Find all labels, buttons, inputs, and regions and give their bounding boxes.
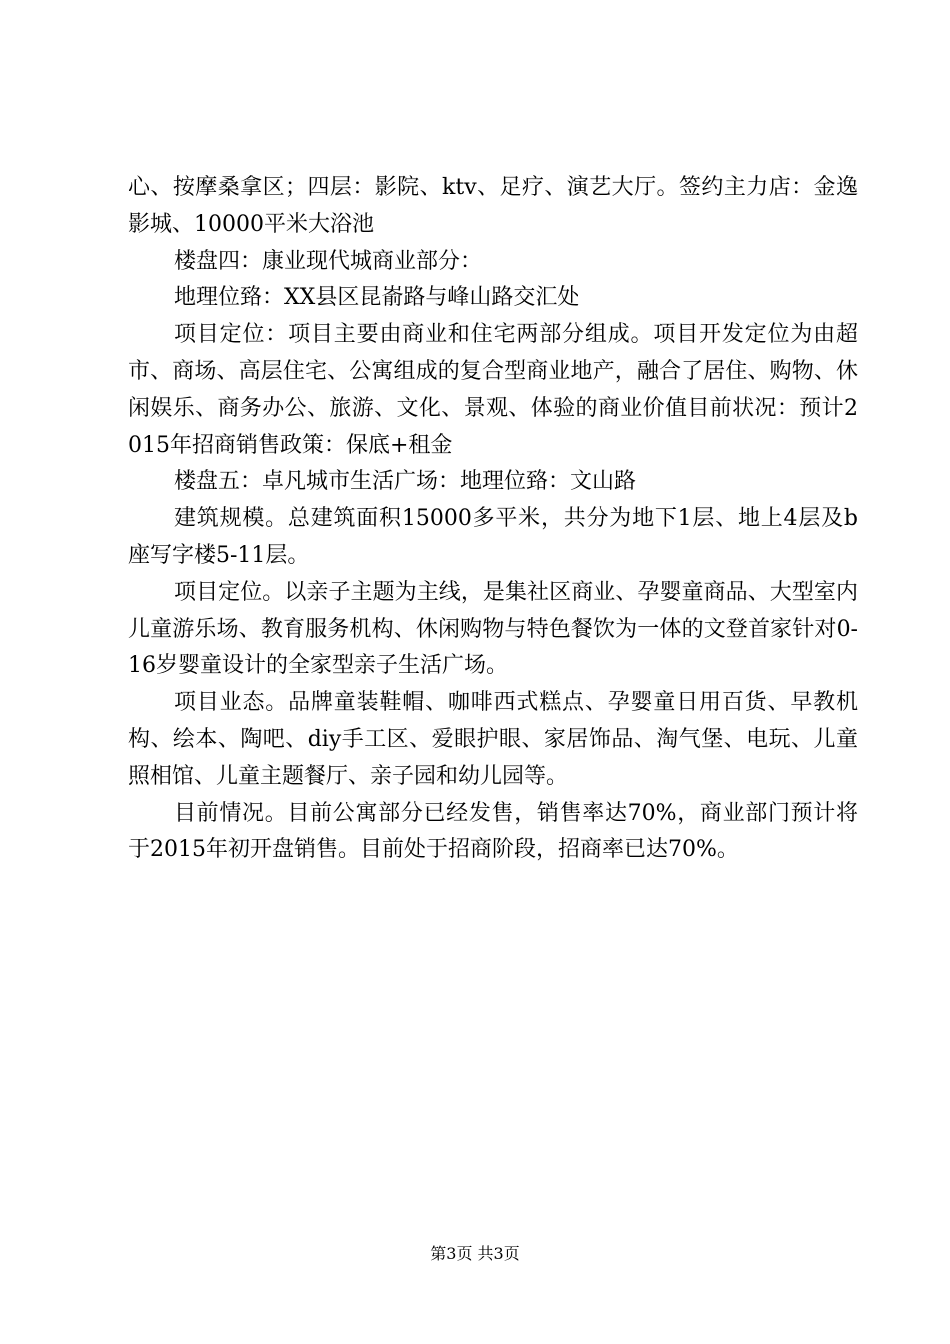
paragraph-current-status: 目前情况。目前公寓部分已经发售，销售率达70%，商业部门预计将于2015年初开盘销售。目前处于招商阶段，招商率已达70%。 [128,800,858,863]
paragraph-property-four-positioning: 项目定位：项目主要由商业和住宅两部分组成。项目开发定位为由超市、商场、高层住宅、公寓组成的复合型商业地产，融合了居住、购物、休闲娱乐、商务办公、旅游、文化、景观、体验的商业价值目前状况：预计2015年招商销售政策：保底+租金 [128,322,858,458]
paragraph-building-scale: 建筑规模。总建筑面积15000多平米，共分为地下1层、地上4层及b座写字楼5-11层。 [128,506,858,568]
paragraph-property-four-title: 楼盘四：康业现代城商业部分： [174,248,483,274]
paragraph-floor-plan: 心、按摩桑拿区；四层：影院、ktv、足疗、演艺大厅。签约主力店：金逸影城、10000平米大浴池 [128,175,858,237]
paragraph-property-five-title: 楼盘五：卓凡城市生活广场：地理位臵：文山路 [174,469,637,495]
paragraph-project-positioning: 项目定位。以亲子主题为主线，是集社区商业、孕婴童商品、大型室内儿童游乐场、教育服务机构、休闲购物与特色餐饮为一体的文登首家针对0-16岁婴童设计的全家型亲子生活广场。 [128,579,858,679]
page-number-footer: 第3页 共3页 [430,1244,520,1263]
paragraph-project-formats: 项目业态。品牌童装鞋帽、咖啡西式糕点、孕婴童日用百货、早教机构、绘本、陶吧、diy手工区、爱眼护眼、家居饰品、淘气堡、电玩、儿童照相馆、儿童主题餐厅、亲子园和幼儿园等。 [128,690,858,789]
document-body [128,170,858,869]
paragraph-property-four-location: 地理位臵：XX县区昆嵛路与峰山路交汇处 [174,285,580,311]
